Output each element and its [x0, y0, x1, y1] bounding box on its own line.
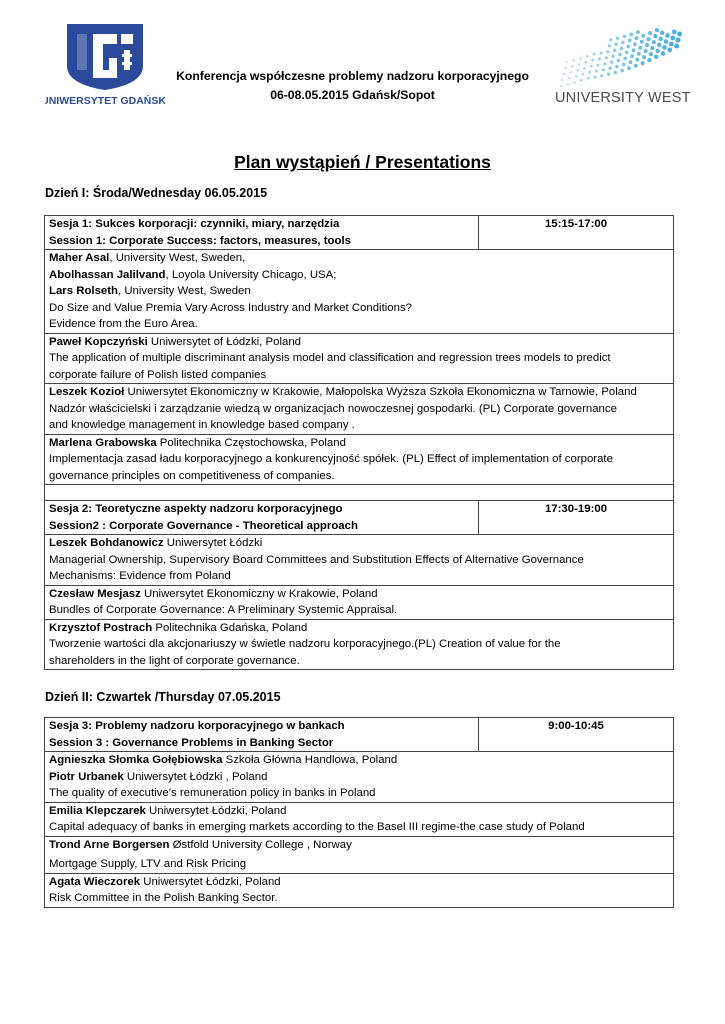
session-3-header: [45, 718, 674, 752]
session-time: 15:15-17:00: [479, 216, 674, 250]
day-2-schedule-table: [44, 717, 674, 908]
logo-left-text: UNIWERSYTET GDAŃSKI: [45, 95, 165, 107]
presentation-entry: Agnieszka Słomka Gołębiowska Szkoła Główna Handlowa, Poland Piotr Urbanek Uniwersytet Łódzki , Poland The quality of executive’s remuneration policy in banks in Poland: [45, 752, 674, 803]
conference-dates: 06-08.05.2015 Gdańsk/Sopot: [270, 88, 435, 102]
session-time: 17:30-19:00: [479, 501, 674, 535]
spacer-row: [45, 485, 674, 501]
presentation-entry: Czesław Mesjasz Uniwersytet Ekonomiczny w Krakowie, Poland Bundles of Corporate Governance: A Preliminary Systemic Appraisal.: [45, 585, 674, 619]
presentation-entry: Maher Asal, University West, Sweden, Abolhassan Jalilvand, Loyola University Chicago, USA; Lars Rolseth, University West, Sweden Do Size and Value Premia Vary Across Industry and Market Conditions? Evidence from the Euro Area.: [45, 250, 674, 334]
session-1-header: [45, 216, 674, 250]
university-west-dots-icon: [553, 28, 683, 90]
presentation-entry: Emilia Klepczarek Uniwersytet Łódzki, Poland Capital adequacy of banks in emerging markets according to the Basel III regime-the case study of Poland: [45, 802, 674, 836]
day-2-heading: Dzień II: Czwartek /Thursday 07.05.2015: [45, 690, 281, 704]
session-2-header: [45, 501, 674, 535]
session-title: Sesja 3: Problemy nadzoru korporacyjnego w bankach Session 3 : Governance Problems in Banking Sector: [45, 718, 479, 752]
conference-title: Konferencja współczesne problemy nadzoru korporacyjnego: [176, 69, 529, 83]
session-title: Sesja 1: Sukces korporacji: czynniki, miary, narzędzia Session 1: Corporate Success: factors, measures, tools: [45, 216, 479, 250]
session-title: Sesja 2: Teoretyczne aspekty nadzoru korporacyjnego Session2 : Corporate Governance - Theoretical approach: [45, 501, 479, 535]
uniwersytet-gdanski-emblem-icon: [45, 20, 165, 108]
presentation-entry: Paweł Kopczyński Uniwersytet of Łódzki, Poland The application of multiple discriminant analysis model and classification and regression trees models to predict corporate failure of Polish listed companies: [45, 333, 674, 384]
uniwersytet-gdanski-logo: [45, 20, 165, 108]
presentation-entry: Leszek Bohdanowicz Uniwersytet Łódzki Managerial Ownership, Supervisory Board Committees and Substitution Effects of Alternative Governance Mechanisms: Evidence from Poland: [45, 535, 674, 586]
day-1-heading: Dzień I: Środa/Wednesday 06.05.2015: [45, 186, 268, 200]
day-1-schedule-table: [44, 215, 674, 670]
presentation-entry: Trond Arne Borgersen Østfold University College , Norway Mortgage Supply, LTV and Risk Pricing: [45, 836, 674, 873]
university-west-logo: [553, 28, 691, 110]
session-time: 9:00-10:45: [479, 718, 674, 752]
page-title: Plan wystąpień / Presentations: [234, 152, 491, 172]
presentation-entry: Marlena Grabowska Politechnika Częstochowska, Poland Implementacja zasad ładu korporacyjnego a konkurencyjność spółek. (PL) Effect of implementation of corporate governance principles on competitiveness of companies.: [45, 434, 674, 485]
conference-header: [170, 67, 535, 105]
logo-right-text: UNIVERSITY WEST: [555, 90, 691, 106]
presentation-entry: Agata Wieczorek Uniwersytet Łódzki, Poland Risk Committee in the Polish Banking Sector.: [45, 873, 674, 907]
presentation-entry: Leszek Kozioł Uniwersytet Ekonomiczny w Krakowie, Małopolska Wyższa Szkoła Ekonomiczna w Tarnowie, Poland Nadzór właścicielski i zarządzanie wiedzą w organizacjach nowoczesnej gospodarki. (PL) Corporate governance and knowledge management in knowledge based company .: [45, 384, 674, 435]
presentation-entry: Krzysztof Postrach Politechnika Gdańska, Poland Tworzenie wartości dla akcjonariuszy w świetle nadzoru korporacyjnego.(PL) Creation of value for the shareholders in the light of corporate governance.: [45, 619, 674, 670]
